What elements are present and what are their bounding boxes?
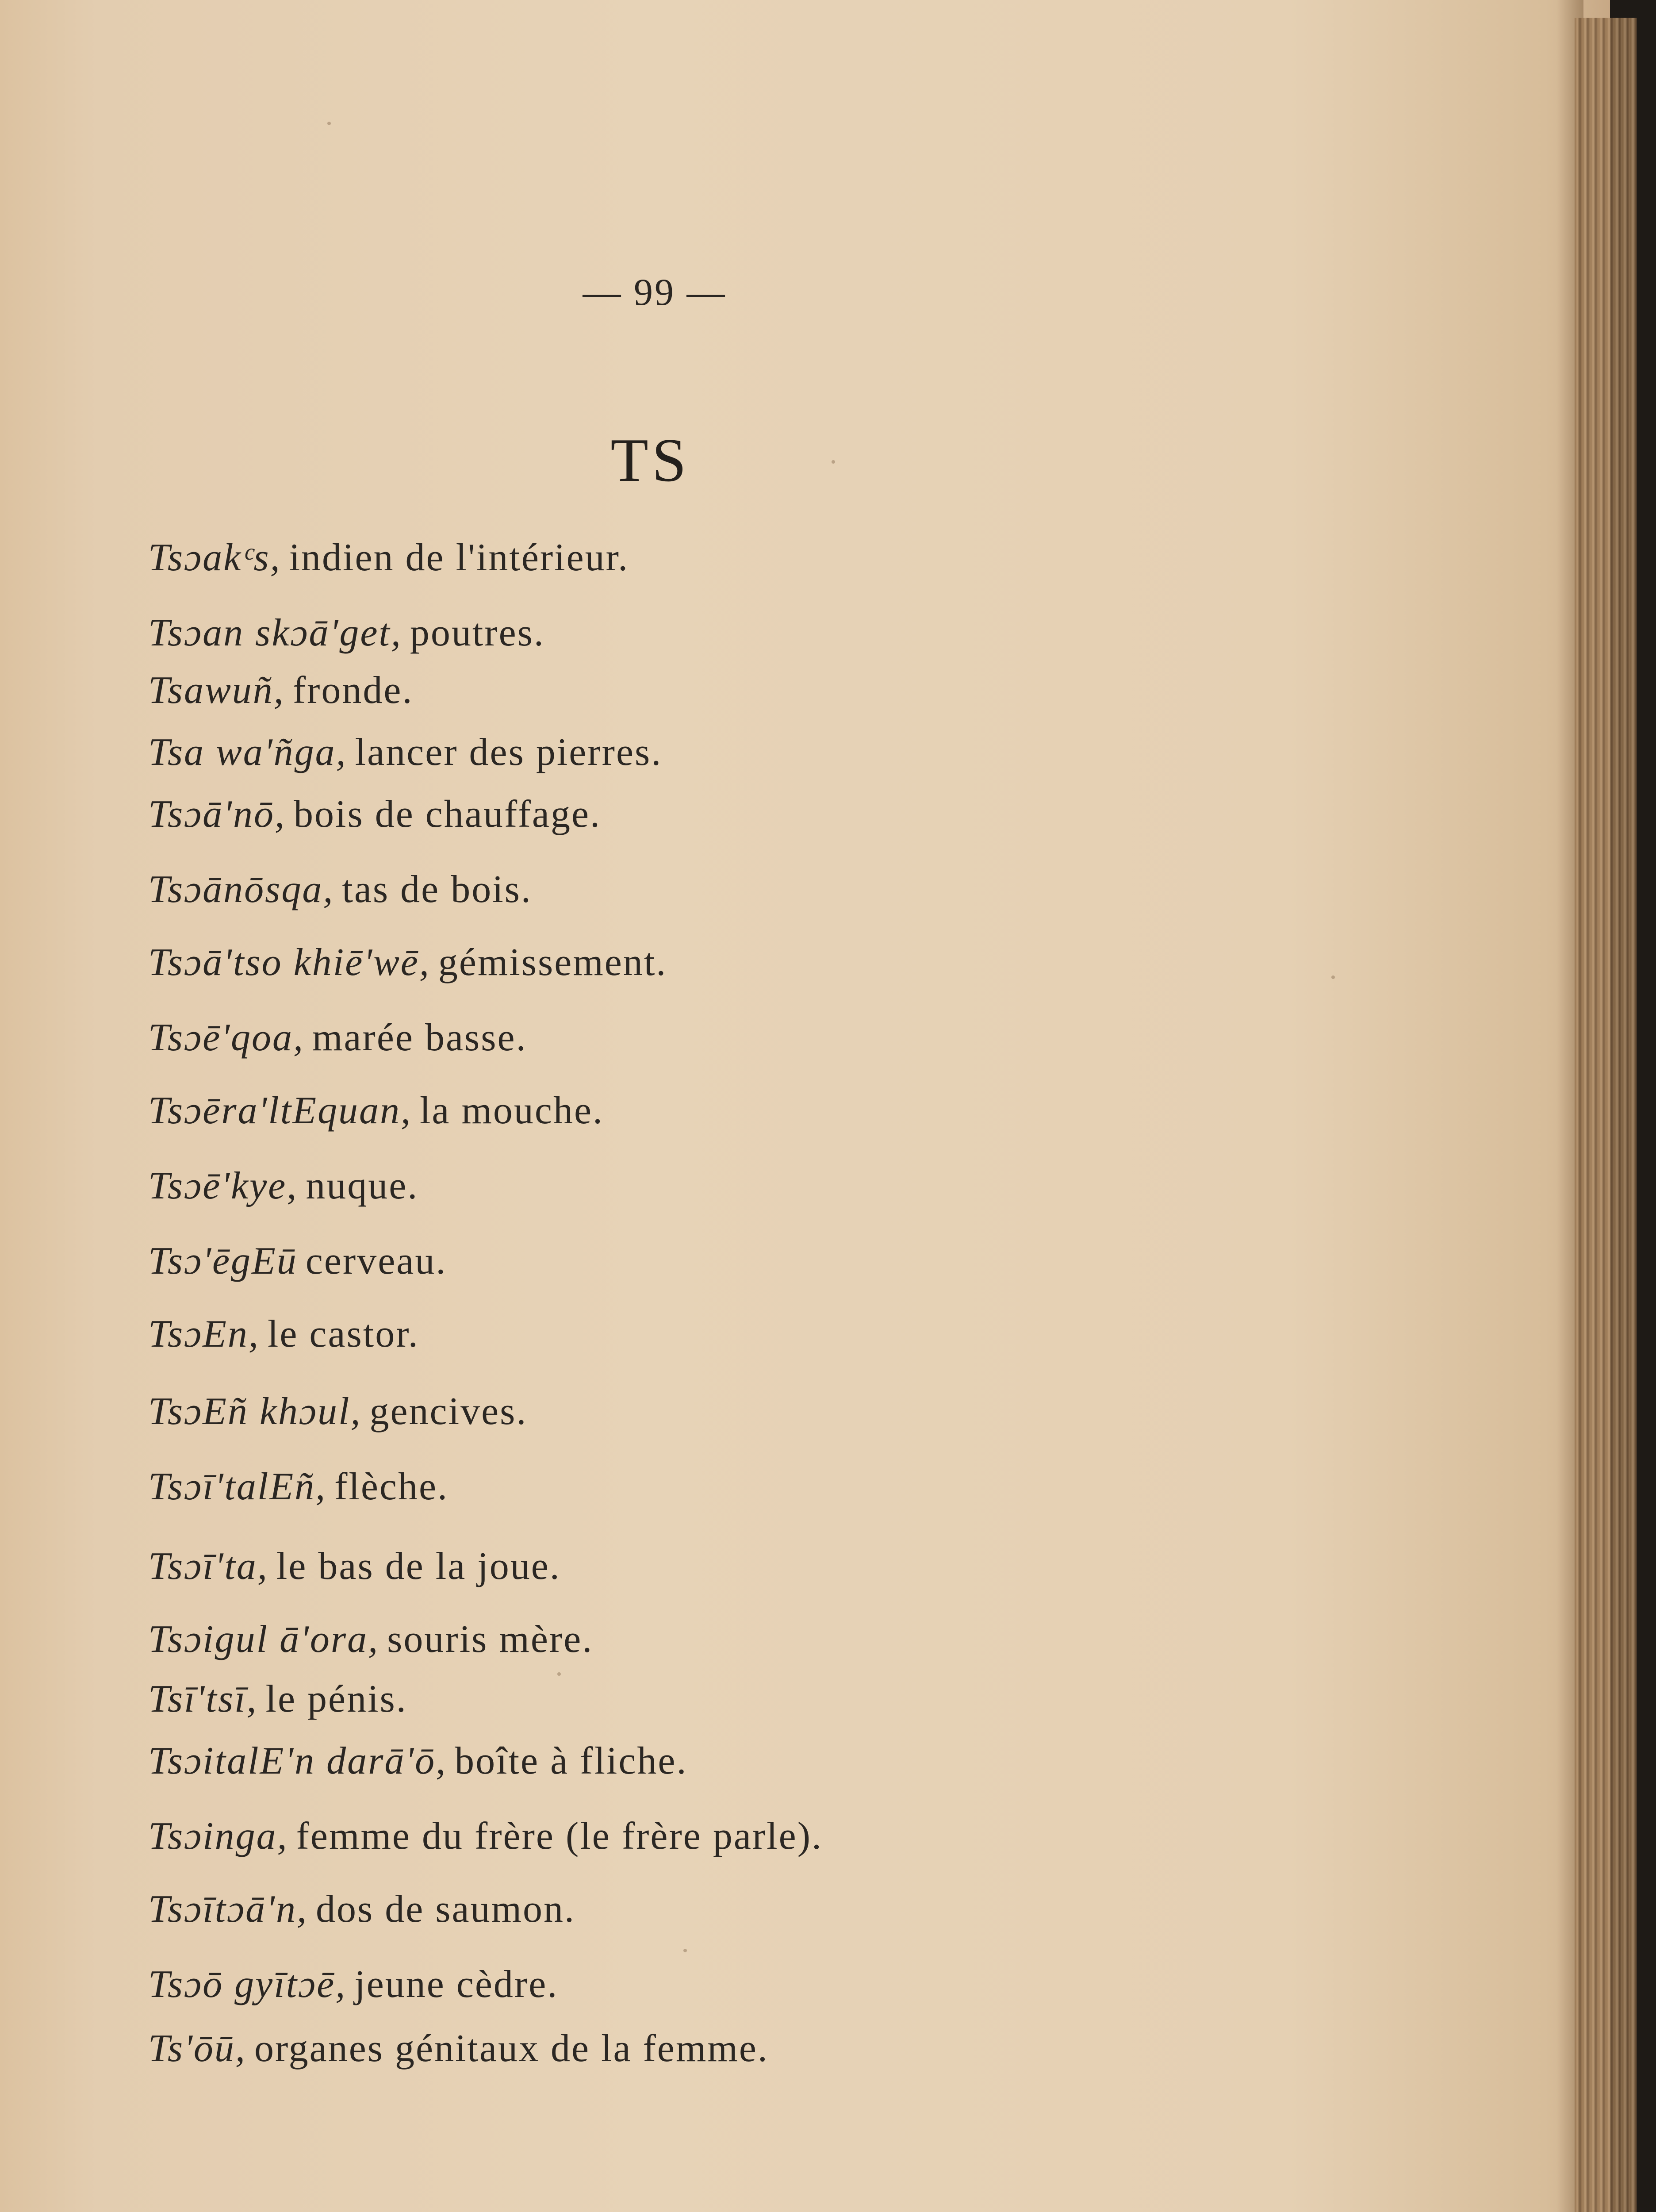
entry-definition: marée basse. [312,1016,527,1059]
entry-term: Tsɔā'nō, [148,793,286,836]
dictionary-entry [148,1814,823,1859]
dictionary-entry [148,2026,769,2071]
dictionary-entry [148,1962,558,2007]
entry-definition: femme du frère (le frère parle). [296,1815,823,1858]
dictionary-entry [148,668,413,713]
entry-term: Tsɔē'qoa, [148,1016,305,1059]
dictionary-entry [148,611,545,655]
dictionary-entry [148,792,601,837]
dictionary-entry [148,940,667,985]
entry-definition: poutres. [410,611,545,654]
dictionary-entry [148,1239,447,1283]
dictionary-entry [148,1677,407,1721]
entry-term: Tsɔānōsqa, [148,868,334,911]
entry-term: Tsɔītɔā'n, [148,1888,308,1931]
entry-term: Tsɔī'ta, [148,1545,268,1588]
entry-definition: le pénis. [265,1678,407,1720]
entry-term: Tsɔ'ēgEū [148,1240,298,1283]
paper-speck [683,1949,687,1952]
dictionary-entry [148,535,629,580]
entry-definition: le castor. [267,1313,419,1356]
book-page-edges [1575,18,1637,2212]
dictionary-entry [148,1389,527,1434]
entry-definition: gémissement. [438,941,667,984]
entry-definition: nuque. [306,1164,419,1207]
entry-definition: gencives. [369,1390,528,1433]
entry-definition: jeune cèdre. [354,1963,559,2006]
dictionary-entry [148,1464,448,1509]
entry-definition: fronde. [292,669,414,712]
entry-term: Tsɔēra'ltEquan, [148,1089,412,1132]
entry-term: Tsī'tsī, [148,1678,258,1720]
paper-speck [327,122,331,125]
entry-term: Tsɔinga, [148,1815,288,1858]
entry-term: Tsa wa'ñga, [148,731,347,774]
entry-definition: dos de saumon. [315,1888,576,1931]
entry-term: TsɔEn, [148,1313,260,1356]
page-number: — 99 — [583,271,727,313]
dictionary-entry [148,867,532,912]
entry-definition: indien de l'intérieur. [289,536,629,579]
entry-definition: boîte à fliche. [455,1740,688,1782]
entry-term: TsɔEñ khɔul, [148,1390,362,1433]
dictionary-entry [148,1887,575,1932]
entry-term: Tsɔō gyītɔē, [148,1963,347,2006]
entry-definition: souris mère. [387,1618,594,1661]
entry-definition: lancer des pierres. [355,731,663,774]
paper-speck [832,460,835,464]
paper-speck [557,1672,561,1676]
entry-term: Ts'ōū, [148,2027,246,2070]
dictionary-entry [148,1739,688,1783]
entry-definition: cerveau. [305,1240,447,1283]
entry-term: Tsɔē'kye, [148,1164,298,1207]
entry-definition: tas de bois. [342,868,532,911]
dictionary-entry [148,1617,593,1662]
dictionary-entry [148,1164,418,1208]
entry-definition: flèche. [334,1465,449,1508]
entry-definition: le bas de la joue. [276,1545,561,1588]
dictionary-entry [148,1312,419,1356]
dictionary-entry [148,730,662,775]
dictionary-entry [148,1088,604,1133]
entry-term: Tsɔigul ā'ora, [148,1618,380,1661]
entry-definition: organes génitaux de la femme. [254,2027,769,2070]
entry-definition: bois de chauffage. [294,793,602,836]
entry-definition: la mouche. [419,1089,604,1132]
entry-term: Tsɔan skɔā'get, [148,611,402,654]
dictionary-entry [148,1015,527,1060]
section-title: TS [610,426,690,495]
entry-term: Tsawuñ, [148,669,285,712]
entry-term: Tsɔā'tso khiē'wē, [148,941,430,984]
entry-term: Tsɔī'talEñ, [148,1465,327,1508]
entry-term: TsɔitalE'n darā'ō, [148,1740,447,1782]
entry-term: Tsɔakᶜs, [148,536,281,579]
dictionary-entry [148,1544,561,1589]
paper-speck [1331,975,1335,979]
